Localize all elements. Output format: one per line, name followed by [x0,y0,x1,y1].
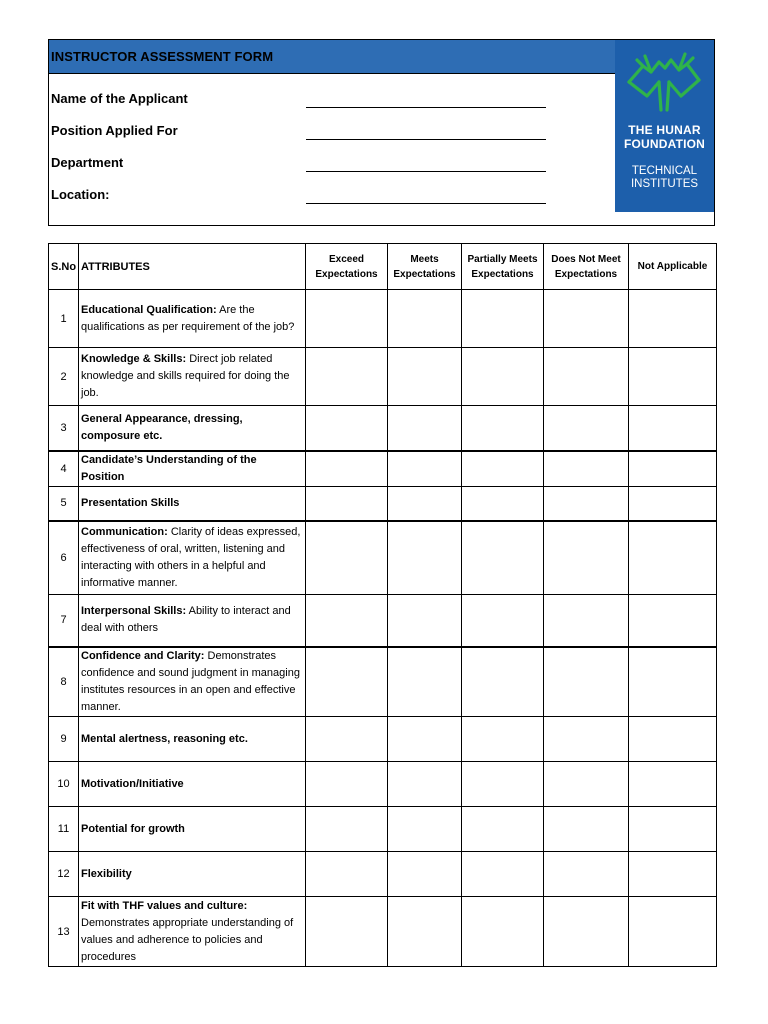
attribute-cell [79,852,306,897]
field-label: Position Applied For [51,123,178,138]
row-number: 2 [49,348,79,406]
rating-cell-partially-meets[interactable] [462,451,544,487]
rating-cell-partially-meets[interactable] [462,762,544,807]
rating-cell-not-applicable[interactable] [629,451,717,487]
rating-cell-exceed-expectations[interactable] [306,451,388,487]
field-applicant-name [51,86,611,108]
attribute-description: Ability to interact and deal with others [81,605,291,635]
rating-cell-does-not-meet[interactable] [544,290,629,348]
logo-subtitle-line2: INSTITUTES [630,178,699,190]
field-label: Department [51,155,124,170]
rating-cell-meets-expectations[interactable] [388,406,462,451]
row-number: 9 [49,717,79,762]
row-number: 4 [49,451,79,487]
attribute-description: Demonstrates confidence and sound judgment in managing institutes resources in an open and effective manner. [81,650,300,713]
attributes-header: ATTRIBUTES [79,244,306,290]
row-number: 7 [49,594,79,647]
rating-cell-does-not-meet[interactable] [544,486,629,521]
logo-subtitle-line1: TECHNICAL [631,165,698,177]
rating-cell-meets-expectations[interactable] [388,594,462,647]
row-number: 11 [49,807,79,852]
logo-name-line2: FOUNDATION [623,137,706,151]
rating-cell-partially-meets[interactable] [462,647,544,717]
rating-cell-not-applicable[interactable] [629,348,717,406]
attribute-name: Flexibility [81,867,132,880]
rating-cell-meets-expectations[interactable] [388,717,462,762]
rating-cell-partially-meets[interactable] [462,521,544,594]
attribute-description: Clarity of ideas expressed, effectiveness of oral, written, listening and interacting with others in a helpful and informative manner. [81,525,301,589]
field-label: Name of the Applicant [51,91,188,106]
rating-cell-does-not-meet[interactable] [544,717,629,762]
attribute-name: Communication: [81,525,168,538]
attribute-name: Confidence and Clarity: [81,650,205,662]
rating-cell-not-applicable[interactable] [629,521,717,594]
table-row [49,521,717,594]
attribute-cell [79,451,306,487]
rating-cell-not-applicable[interactable] [629,807,717,852]
field-location [51,182,611,204]
field-department [51,150,611,172]
rating-cell-meets-expectations[interactable] [388,762,462,807]
rating-cell-exceed-expectations[interactable] [306,594,388,647]
assessment-table [48,243,717,967]
rating-cell-partially-meets[interactable] [462,897,544,967]
rating-cell-exceed-expectations[interactable] [306,647,388,717]
attribute-cell [79,807,306,852]
rating-cell-partially-meets[interactable] [462,594,544,647]
row-number: 12 [49,852,79,897]
attribute-description: Demonstrates appropriate understanding of values and adherence to policies and procedures [81,916,294,963]
attribute-name: Mental alertness, reasoning etc. [81,732,248,745]
partially-meets-header: Partially Meets Expectations [462,244,544,290]
rating-cell-exceed-expectations[interactable] [306,762,388,807]
rating-cell-not-applicable[interactable] [629,852,717,897]
rating-cell-partially-meets[interactable] [462,290,544,348]
logo-name [615,123,714,151]
form-title: INSTRUCTOR ASSESSMENT FORM [51,49,274,64]
form-title-bar [49,40,616,74]
attribute-description: Direct job related knowledge and skills required for doing the job. [81,353,290,399]
rating-cell-partially-meets[interactable] [462,717,544,762]
rating-cell-exceed-expectations[interactable] [306,717,388,762]
table-row [49,290,717,348]
rating-cell-meets-expectations[interactable] [388,647,462,717]
rating-cell-does-not-meet[interactable] [544,852,629,897]
position-applied-input[interactable] [306,123,546,140]
table-header-row [49,244,717,290]
attribute-name: Candidate’s Understanding of the Position [81,453,257,483]
attribute-cell [79,406,306,451]
row-number: 8 [49,647,79,717]
table-row [49,807,717,852]
rating-cell-exceed-expectations[interactable] [306,852,388,897]
rating-cell-exceed-expectations[interactable] [306,406,388,451]
attribute-name: Potential for growth [81,822,185,835]
field-position-applied [51,118,611,140]
rating-cell-exceed-expectations[interactable] [306,486,388,521]
rating-cell-exceed-expectations[interactable] [306,897,388,967]
table-row [49,348,717,406]
rating-cell-not-applicable[interactable] [629,647,717,717]
row-number: 3 [49,406,79,451]
table-row [49,852,717,897]
rating-cell-does-not-meet[interactable] [544,762,629,807]
rating-cell-not-applicable[interactable] [629,717,717,762]
attribute-cell [79,717,306,762]
rating-cell-meets-expectations[interactable] [388,486,462,521]
rating-cell-meets-expectations[interactable] [388,807,462,852]
rating-cell-not-applicable[interactable] [629,290,717,348]
rating-cell-exceed-expectations[interactable] [306,807,388,852]
does-not-meet-header: Does Not Meet Expectations [544,244,629,290]
rating-cell-partially-meets[interactable] [462,486,544,521]
rating-cell-exceed-expectations[interactable] [306,521,388,594]
rating-cell-meets-expectations[interactable] [388,290,462,348]
rating-cell-not-applicable[interactable] [629,406,717,451]
rating-cell-meets-expectations[interactable] [388,897,462,967]
rating-cell-does-not-meet[interactable] [544,897,629,967]
applicant-name-input[interactable] [306,91,546,108]
logo-name-line1: THE HUNAR [628,123,701,137]
table-row [49,406,717,451]
field-label: Location: [51,187,110,202]
attribute-cell [79,647,306,717]
attribute-cell [79,290,306,348]
rating-cell-partially-meets[interactable] [462,807,544,852]
attribute-cell [79,348,306,406]
raised-hands-icon [621,52,707,114]
attribute-name: Motivation/Initiative [81,777,184,790]
attribute-cell [79,521,306,594]
rating-cell-not-applicable[interactable] [629,486,717,521]
exceed-expectations-header: Exceed Expectations [306,244,388,290]
attribute-name: General Appearance, dressing, composure etc. [81,412,243,442]
rating-cell-does-not-meet[interactable] [544,594,629,647]
rating-cell-meets-expectations[interactable] [388,852,462,897]
row-number: 1 [49,290,79,348]
attribute-name: Interpersonal Skills: [81,605,187,618]
attribute-description: Are the qualifications as per requirement of the job? [81,303,295,333]
rating-cell-partially-meets[interactable] [462,348,544,406]
attribute-cell [79,762,306,807]
rating-cell-does-not-meet[interactable] [544,647,629,717]
department-input[interactable] [306,155,546,172]
row-number: 13 [49,897,79,967]
rating-cell-does-not-meet[interactable] [544,406,629,451]
row-number: 6 [49,521,79,594]
form-header [48,39,715,226]
hunar-foundation-logo [615,40,714,212]
location-input[interactable] [306,187,546,204]
not-applicable-header: Not Applicable [629,244,717,290]
rating-cell-does-not-meet[interactable] [544,451,629,487]
logo-subtitle [615,165,714,191]
attribute-name: Knowledge & Skills: [81,353,187,365]
rating-cell-meets-expectations[interactable] [388,521,462,594]
attribute-name: Educational Qualification: [81,303,217,316]
rating-cell-not-applicable[interactable] [629,762,717,807]
rating-cell-does-not-meet[interactable] [544,521,629,594]
table-row [49,717,717,762]
rating-cell-does-not-meet[interactable] [544,807,629,852]
table-row [49,594,717,647]
rating-cell-exceed-expectations[interactable] [306,348,388,406]
table-row [49,486,717,521]
rating-cell-exceed-expectations[interactable] [306,290,388,348]
table-row [49,647,717,717]
row-number: 10 [49,762,79,807]
rating-cell-not-applicable[interactable] [629,594,717,647]
rating-cell-meets-expectations[interactable] [388,348,462,406]
rating-cell-partially-meets[interactable] [462,406,544,451]
attribute-cell [79,594,306,647]
table-row [49,897,717,967]
rating-cell-does-not-meet[interactable] [544,348,629,406]
rating-cell-meets-expectations[interactable] [388,451,462,487]
sno-header: S.No [49,244,79,290]
attribute-name: Fit with THF values and culture: [81,899,248,912]
attribute-cell [79,486,306,521]
attribute-cell [79,897,306,967]
rating-cell-not-applicable[interactable] [629,897,717,967]
rating-cell-partially-meets[interactable] [462,852,544,897]
meets-expectations-header: Meets Expectations [388,244,462,290]
table-row [49,762,717,807]
row-number: 5 [49,486,79,521]
attribute-name: Presentation Skills [81,496,180,509]
table-row [49,451,717,487]
